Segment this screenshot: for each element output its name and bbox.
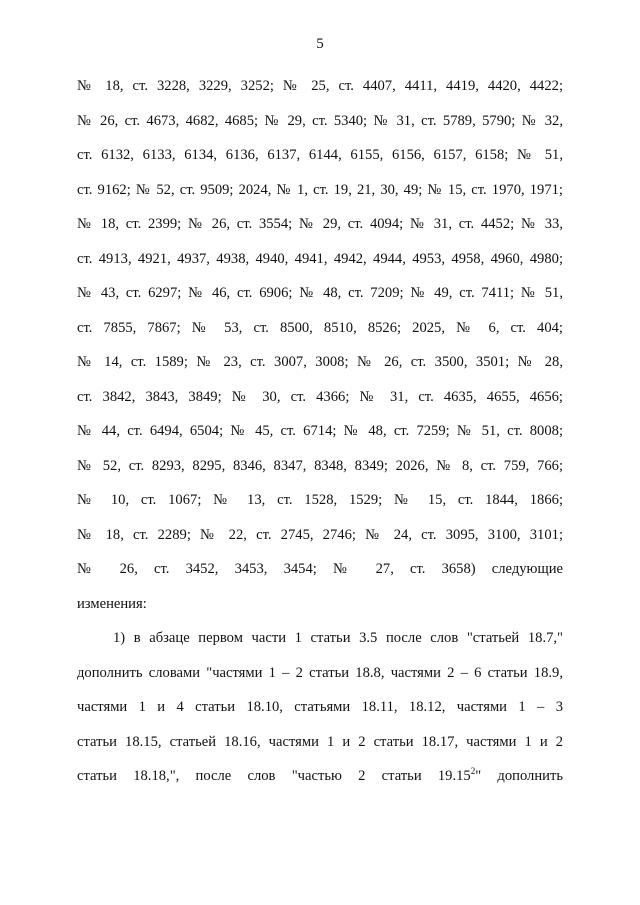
text-line: № 26, ст. 4673, 4682, 4685; № 29, ст. 5340; № 31, ст. 5789, 5790; № 32, <box>77 112 563 129</box>
page-number: 5 <box>316 36 324 52</box>
text-line: ст. 7855, 7867; № 53, ст. 8500, 8510, 8526; 2025, № 6, ст. 404; <box>77 319 563 336</box>
text-line: № 18, ст. 2289; № 22, ст. 2745, 2746; № 24, ст. 3095, 3100, 3101; <box>77 526 563 543</box>
text-segment: " дополнить <box>475 768 563 784</box>
text-segment: статьи 18.18,", после слов "частью 2 статьи 19.15 <box>77 768 471 784</box>
text-line: № 18, ст. 3228, 3229, 3252; № 25, ст. 4407, 4411, 4419, 4420, 4422; <box>77 78 563 94</box>
text-line: № 44, ст. 6494, 6504; № 45, ст. 6714; № 48, ст. 7259; № 51, ст. 8008; <box>77 423 563 439</box>
text-line: № 10, ст. 1067; № 13, ст. 1528, 1529; № 15, ст. 1844, 1866; <box>77 492 563 508</box>
text-line: № 18, ст. 2399; № 26, ст. 3554; № 29, ст. 4094; № 31, ст. 4452; № 33, <box>77 216 563 232</box>
paragraph-line-last <box>77 762 563 797</box>
text-line: № 52, ст. 8293, 8295, 8346, 8347, 8348, 8349; 2026, № 8, ст. 759, 766; <box>77 457 563 474</box>
text-line: изменения: <box>77 595 147 612</box>
paragraph-line: дополнить словами "частями 1 – 2 статьи 18.8, частями 2 – 6 статьи 18.9, <box>77 664 563 681</box>
text-line: ст. 9162; № 52, ст. 9509; 2024, № 1, ст. 19, 21, 30, 49; № 15, ст. 1970, 1971; <box>77 181 563 198</box>
text-line: ст. 4913, 4921, 4937, 4938, 4940, 4941, 4942, 4944, 4953, 4958, 4960, 4980; <box>77 250 563 267</box>
text-line: № 43, ст. 6297; № 46, ст. 6906; № 48, ст. 7209; № 49, ст. 7411; № 51, <box>77 285 563 301</box>
paragraph-line: частями 1 и 4 статьи 18.10, статьями 18.11, 18.12, частями 1 – 3 <box>77 699 563 715</box>
document-body <box>77 72 563 797</box>
text-line: № 26, ст. 3452, 3453, 3454; № 27, ст. 3658) следующие <box>77 561 563 577</box>
text-line: ст. 3842, 3843, 3849; № 30, ст. 4366; № 31, ст. 4635, 4655, 4656; <box>77 388 563 405</box>
text-line: ст. 6132, 6133, 6134, 6136, 6137, 6144, 6155, 6156, 6157, 6158; № 51, <box>77 147 563 163</box>
paragraph-line: 1) в абзаце первом части 1 статьи 3.5 после слов "статьей 18.7," <box>113 630 563 646</box>
paragraph-line: статьи 18.15, статьей 18.16, частями 1 и 2 статьи 18.17, частями 1 и 2 <box>77 733 563 750</box>
text-line: № 14, ст. 1589; № 23, ст. 3007, 3008; № 26, ст. 3500, 3501; № 28, <box>77 354 563 370</box>
superscript: 2 <box>470 766 476 776</box>
